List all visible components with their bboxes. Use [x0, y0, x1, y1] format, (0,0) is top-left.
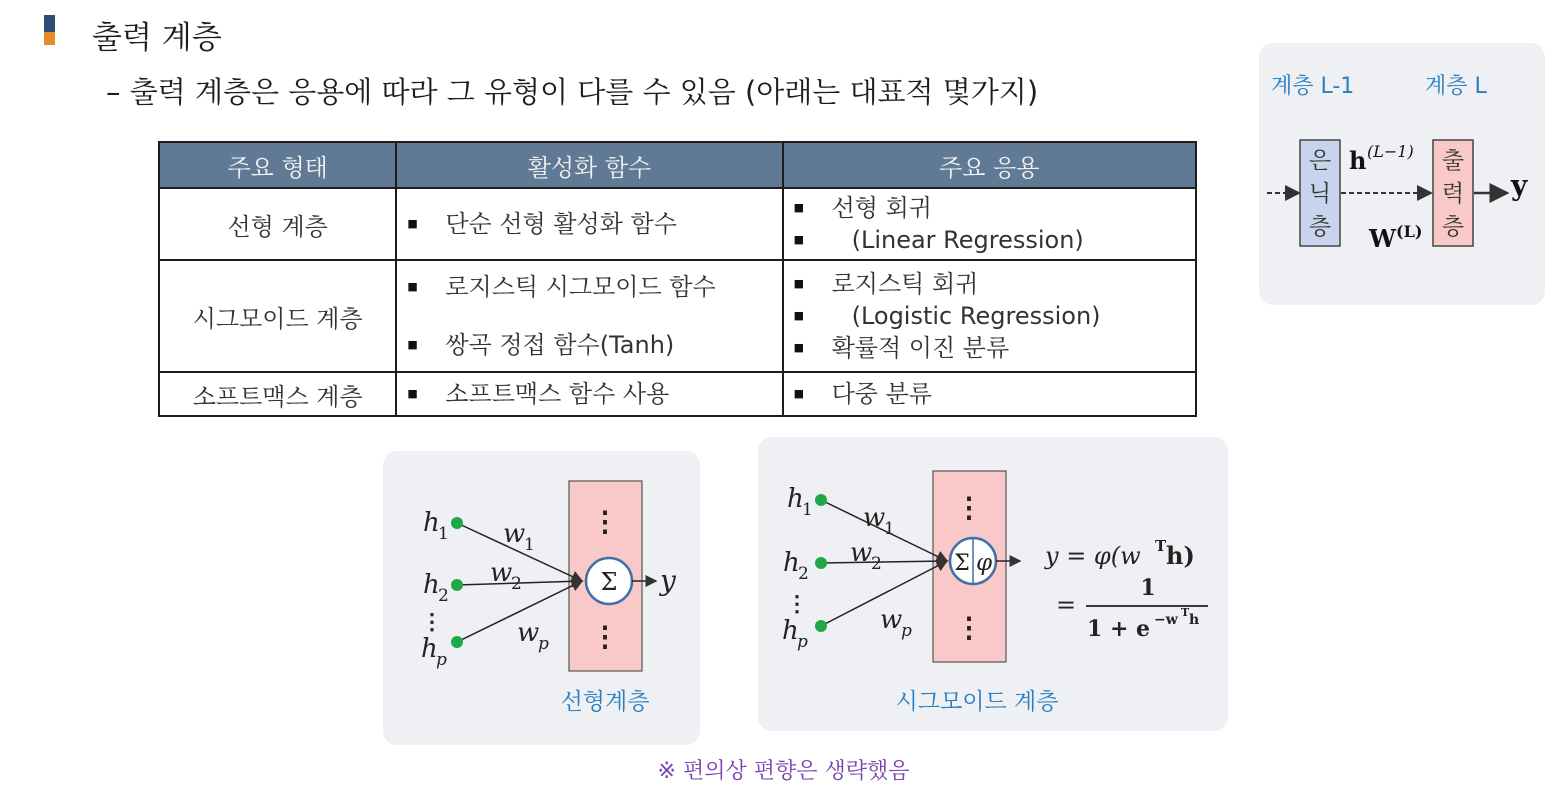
table-row — [159, 260, 1196, 372]
sum-symbol: Σ — [600, 568, 618, 596]
weight-edge-2 — [821, 561, 947, 563]
input-label: h — [421, 634, 438, 664]
h-symbol: h — [1349, 146, 1367, 175]
formula-denominator-transpose: T — [1181, 606, 1190, 619]
weight-label: w — [863, 503, 886, 533]
weight-subscript: 2 — [871, 554, 882, 574]
vertical-dots: ⋮ — [591, 620, 619, 653]
header-application: 주요 응용 — [783, 142, 1196, 188]
sigmoid-caption: 시그모이드 계층 — [895, 689, 1059, 715]
weight-label: w — [490, 558, 513, 588]
list-item: ■ 로지스틱 회귀 — [784, 268, 1195, 300]
layer-diagram — [1259, 43, 1545, 305]
list-item: ■ 선형 회귀 — [784, 192, 1195, 224]
weight-subscript: p — [901, 621, 912, 641]
hidden-box-char: 은 — [1308, 148, 1332, 174]
w-superscript: (L) — [1396, 222, 1423, 241]
list-item: ■ 다중 분류 — [784, 378, 1195, 410]
output-layer-table — [158, 141, 1197, 417]
row-application — [783, 188, 1196, 260]
formula-denominator: 1 + e — [1087, 616, 1151, 642]
title-marker-top — [44, 15, 55, 32]
hidden-box-char: 닉 — [1308, 181, 1332, 207]
sum-symbol: Σ — [954, 551, 970, 576]
list-item-continuation: ■ (Logistic Regression) — [784, 300, 1195, 332]
input-node — [451, 636, 463, 648]
row-form: 소프트맥스 계층 — [159, 372, 396, 416]
input-label: h — [782, 616, 799, 646]
vertical-dots: ⋮ — [421, 609, 443, 635]
row-activation — [396, 260, 782, 372]
input-node — [451, 579, 463, 591]
output-box-char: 출 — [1441, 148, 1465, 174]
list-item: ■ 로지스틱 시그모이드 함수 — [397, 271, 781, 303]
table-row — [159, 188, 1196, 260]
page-title: 출력 계층 — [92, 20, 222, 56]
input-subscript: 2 — [438, 586, 449, 606]
page-subtitle: – 출력 계층은 응용에 따라 그 유형이 다를 수 있음 (아래는 대표적 몇가지) — [106, 75, 1039, 109]
table-header-row — [159, 142, 1196, 188]
linear-diagram-panel — [383, 451, 700, 745]
label-curr-layer: 계층 L — [1425, 74, 1487, 99]
layer-diagram-panel — [1259, 43, 1545, 305]
formula-transpose: T — [1155, 537, 1167, 555]
row-application — [783, 372, 1196, 416]
formula-denominator-h: h — [1189, 612, 1200, 628]
list-item-continuation: ■ (Linear Regression) — [784, 224, 1195, 256]
input-label: h — [783, 548, 800, 578]
linear-caption: 선형계층 — [560, 689, 650, 715]
input-subscript: 1 — [438, 524, 449, 544]
input-node — [815, 557, 827, 569]
input-label: h — [423, 508, 440, 538]
row-activation — [396, 372, 782, 416]
title-marker — [44, 15, 55, 45]
formula-lhs: y = φ(w — [1045, 542, 1141, 570]
weight-subscript: 1 — [884, 519, 895, 539]
weight-label: w — [517, 618, 540, 648]
row-activation — [396, 188, 782, 260]
row-form: 시그모이드 계층 — [159, 260, 396, 372]
output-box-char: 력 — [1441, 181, 1465, 207]
list-item: ■ 단순 선형 활성화 함수 — [397, 208, 781, 240]
input-subscript: 1 — [802, 500, 813, 520]
sigmoid-diagram — [758, 437, 1228, 731]
output-label: y — [660, 564, 676, 597]
phi-symbol: φ — [975, 550, 993, 576]
input-subscript: p — [797, 632, 808, 652]
vertical-dots: ⋮ — [955, 611, 983, 644]
weight-subscript: 2 — [511, 574, 522, 594]
formula-denominator-exp: −w — [1154, 612, 1178, 628]
input-subscript: 2 — [798, 564, 809, 584]
sigmoid-diagram-panel — [758, 437, 1228, 731]
input-node — [815, 620, 827, 632]
header-activation: 활성화 함수 — [396, 142, 782, 188]
title-marker-bottom — [44, 32, 55, 45]
list-item: ■ 소프트맥스 함수 사용 — [397, 378, 781, 410]
w-symbol: W — [1369, 224, 1396, 253]
input-label: h — [423, 570, 440, 600]
h-superscript: (L−1) — [1367, 142, 1414, 161]
weight-label: w — [850, 538, 873, 568]
formula-equals: = — [1056, 591, 1077, 619]
vertical-dots: ⋮ — [955, 491, 983, 524]
vertical-dots: ⋮ — [591, 505, 619, 538]
output-box-char: 층 — [1441, 214, 1465, 240]
weight-subscript: 1 — [524, 535, 535, 555]
input-node — [451, 517, 463, 529]
formula-numerator: 1 — [1140, 575, 1156, 601]
y-symbol: y — [1511, 169, 1528, 202]
weight-label: w — [880, 605, 903, 635]
row-form: 선형 계층 — [159, 188, 396, 260]
vertical-dots: ⋮ — [786, 591, 808, 617]
footnote: ※ 편의상 편향은 생략했음 — [657, 759, 910, 784]
table-row — [159, 372, 1196, 416]
weight-subscript: p — [538, 634, 549, 654]
label-prev-layer: 계층 L-1 — [1271, 74, 1355, 99]
row-application — [783, 260, 1196, 372]
input-label: h — [787, 484, 804, 514]
input-subscript: p — [436, 650, 447, 670]
hidden-box-char: 층 — [1308, 214, 1332, 240]
header-form: 주요 형태 — [159, 142, 396, 188]
input-node — [815, 494, 827, 506]
list-item: ■ 확률적 이진 분류 — [784, 332, 1195, 364]
linear-diagram — [383, 451, 700, 745]
list-item: ■ 쌍곡 정접 함수(Tanh) — [397, 329, 781, 361]
formula-rhs: h) — [1166, 541, 1195, 570]
weight-label: w — [503, 519, 526, 549]
